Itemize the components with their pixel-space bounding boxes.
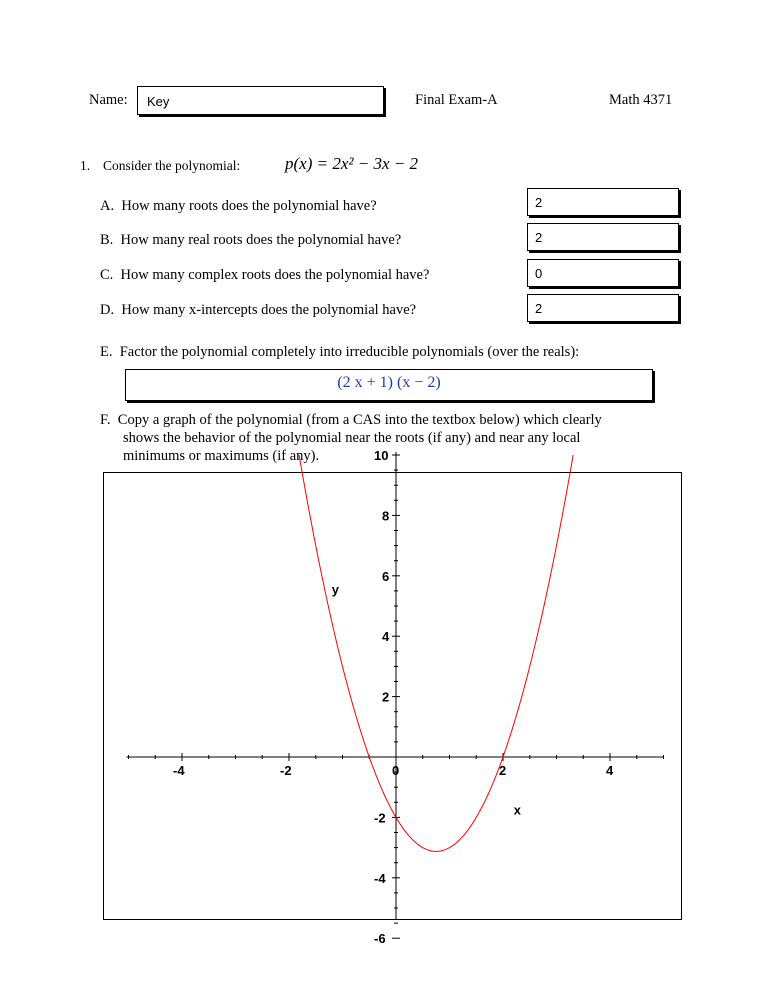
factor-answer-field[interactable] (125, 369, 653, 401)
polynomial-curve (299, 455, 573, 851)
x-tick-label: 2 (499, 763, 507, 778)
y-tick-label: -4 (374, 870, 386, 886)
y-tick-label: 4 (382, 629, 390, 645)
answer-a-field[interactable] (527, 188, 679, 216)
name-value: Key (147, 94, 170, 109)
question-a-text: A. How many roots does the polynomial have? (100, 198, 377, 214)
question-d-text: D. How many x-intercepts does the polynomial have? (100, 302, 417, 318)
question-f-line3: minimums or maximums (if any). (123, 448, 320, 464)
question-b-text: B. How many real roots does the polynomial have? (100, 232, 402, 248)
answer-c-field[interactable] (527, 259, 679, 287)
problem-number: 1. (80, 158, 91, 173)
exam-title: Final Exam-A (415, 92, 498, 108)
name-label: Name: (89, 92, 128, 108)
x-tick-label: 4 (606, 763, 614, 778)
question-c-text: C. How many complex roots does the polynomial have? (100, 267, 430, 283)
y-tick-label: 10 (374, 448, 389, 463)
name-field[interactable] (137, 86, 384, 115)
question-f-line2: shows the behavior of the polynomial near the roots (if any) and near any local (123, 430, 581, 446)
question-e-text: E. Factor the polynomial completely into irreducible polynomials (over the reals): (100, 344, 580, 360)
course-label: Math 4371 (609, 92, 673, 108)
answer-a-value: 2 (535, 195, 543, 210)
x-tick-label: -2 (280, 763, 292, 778)
x-tick-label: 0 (392, 763, 400, 778)
answer-d-value: 2 (535, 301, 543, 316)
x-axis-label: x (513, 802, 521, 818)
answer-c-value: 0 (535, 266, 543, 281)
question-f-line1: F. Copy a graph of the polynomial (from a CAS into the textbox below) which clearly (100, 412, 602, 428)
y-tick-label: 2 (382, 689, 390, 705)
y-tick-label: 6 (382, 568, 390, 584)
factor-answer-value: (2 x + 1) (x − 2) (337, 374, 441, 391)
answer-b-value: 2 (535, 230, 543, 245)
y-tick-label: -6 (374, 931, 386, 947)
answer-b-field[interactable] (527, 223, 679, 251)
x-tick-label: -4 (173, 763, 185, 778)
y-tick-label: 8 (382, 508, 390, 524)
y-axis-label: y (331, 581, 340, 597)
problem-intro: Consider the polynomial: (103, 158, 241, 173)
answer-d-field[interactable] (527, 294, 679, 322)
polynomial-formula: p(x) = 2x² − 3x − 2 (285, 154, 418, 173)
y-tick-label: -2 (374, 810, 386, 826)
